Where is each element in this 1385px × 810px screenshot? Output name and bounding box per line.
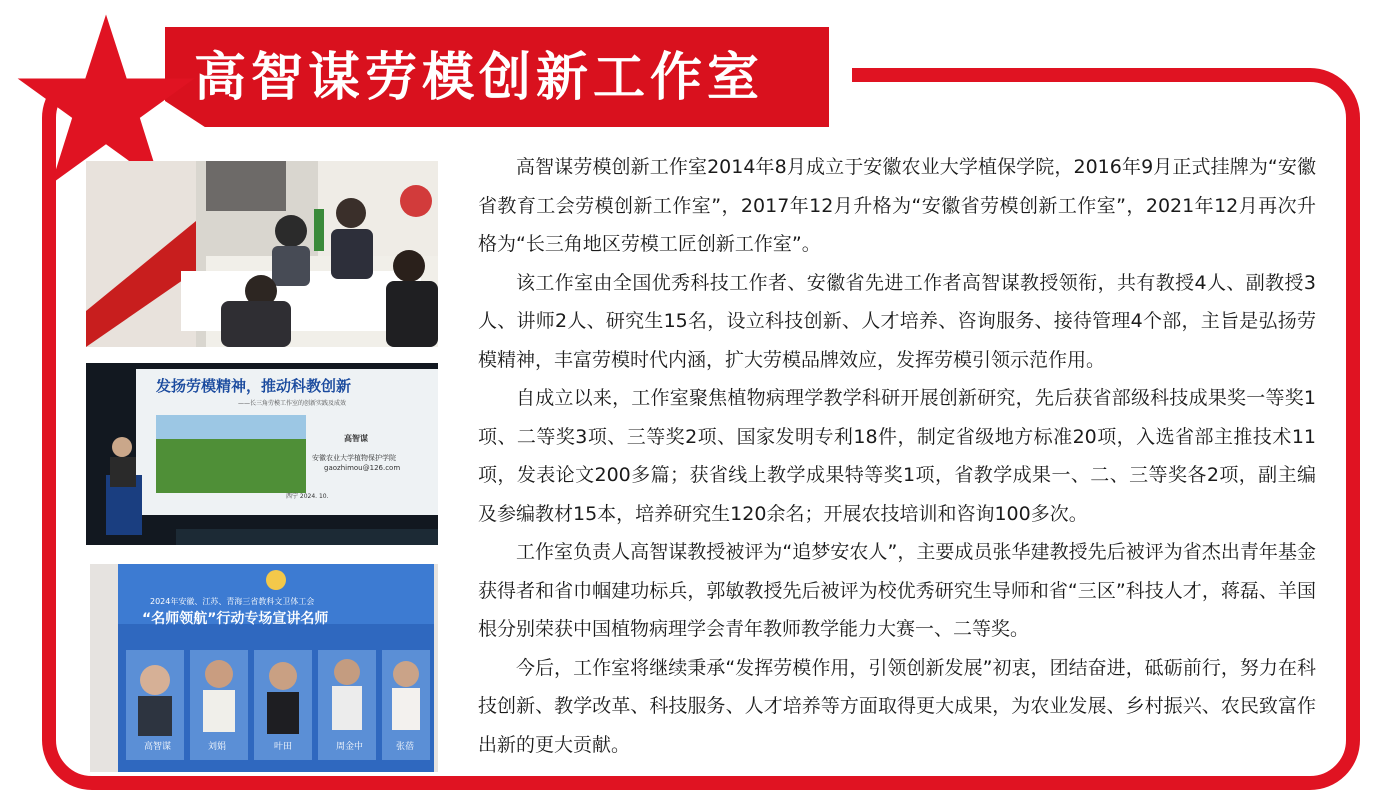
poster-line2: “名师领航”行动专场宣讲名师: [142, 611, 329, 627]
slide-school: 安徽农业大学植物保护学院: [312, 454, 396, 462]
poster-name-4: 周金中: [336, 742, 364, 752]
poster-name-5: 张蓓: [396, 742, 415, 752]
slide-email: gaozhimou@126.com: [324, 464, 401, 472]
poster-line1: 2024年安徽、江苏、青海三省教科文卫体工会: [150, 597, 315, 606]
photo-lecture: [86, 363, 438, 545]
slide-place-date: 西宁 2024. 10.: [286, 493, 329, 500]
paragraph-2: 该工作室由全国优秀科技工作者、安徽省先进工作者高智谋教授领衔，共有教授4人、副教授3人、讲师2人、研究生15名，设立科技创新、人才培养、咨询服务、接待管理4个部，主旨是弘扬劳模精神，丰富劳模时代内涵，扩大劳模品牌效应，发挥劳模引领示范作用。: [478, 271, 1316, 371]
paragraph-1: 高智谋劳模创新工作室2014年8月成立于安徽农业大学植保学院，2016年9月正式挂牌为“安徽省教育工会劳模创新工作室”，2017年12月升格为“安徽省劳模创新工作室”，2021年12月再次升格为“长三角地区劳模工匠创新工作室”。: [478, 156, 1316, 255]
poster-name-2: 刘娟: [208, 742, 227, 752]
paragraph-3: 自成立以来，工作室聚焦植物病理学教学科研开展创新研究，先后获省部级科技成果奖一等奖1项、二等奖3项、三等奖2项、国家发明专利18件，制定省级地方标准20项，入选省部主推技术11项，发表论文200多篇；获省线上教学成果特等奖1项，省教学成果一、二、三等奖各2项，副主编及参编教材15本，培养研究生120余名；开展农技培训和咨询100多次。: [478, 387, 1316, 525]
slide-heading: 发扬劳模精神，推动科教创新: [156, 377, 352, 395]
photo-poster: [90, 564, 438, 772]
slide-speaker: 高智谋: [344, 434, 368, 443]
paragraph-5: 今后，工作室将继续秉承“发挥劳模作用，引领创新发展”初衷，团结奋进，砥砺前行，努力在科技创新、教学改革、科技服务、人才培养等方面取得更大成果，为农业发展、乡村振兴、农民致富作出新的更大贡献。: [478, 656, 1316, 756]
body-text: [478, 148, 1316, 764]
page-title: 高智谋劳模创新工作室: [194, 48, 765, 108]
paragraph-4: 工作室负责人高智谋教授被评为“追梦安农人”，主要成员张华建教授先后被评为省杰出青年基金获得者和省巾帼建功标兵，郭敏教授先后被评为校优秀研究生导师和省“三区”科技人才，蒋磊、羊国根分别荣获中国植物病理学会青年教师教学能力大赛一、二等奖。: [478, 541, 1316, 640]
poster-name-3: 叶田: [274, 742, 293, 752]
slide-subheading: ——长三角劳模工作室的创新实践及成效: [238, 400, 347, 407]
photo-meeting: [86, 161, 438, 347]
poster-name-1: 高智谋: [144, 742, 172, 752]
